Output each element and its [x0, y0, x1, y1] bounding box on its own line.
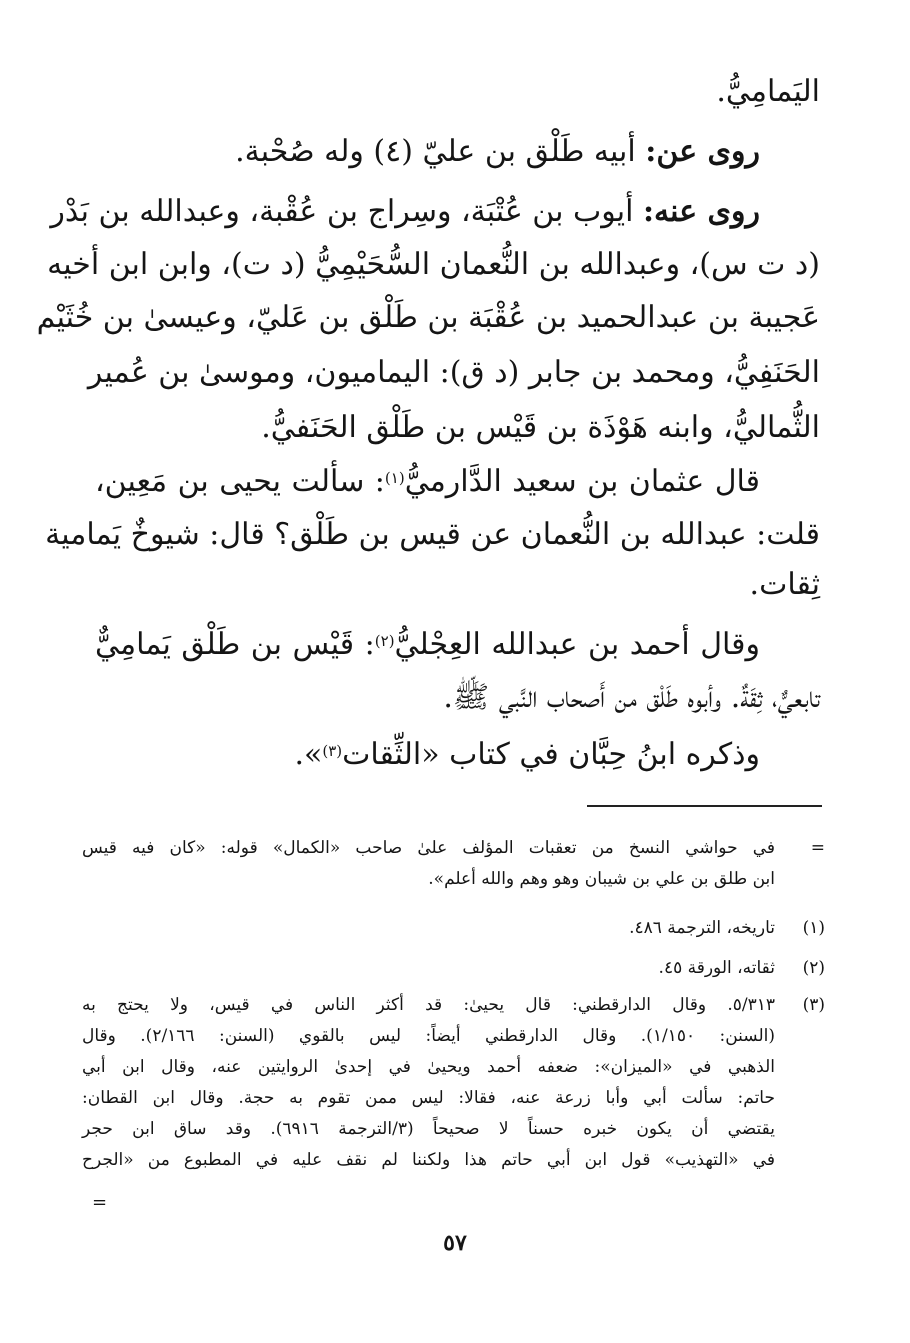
footnote-marker: (١)	[802, 918, 825, 938]
footnote-1	[82, 913, 825, 944]
footnote-ref-3: (٣)	[322, 742, 343, 760]
footnote-line: ثقاته، الورقة ٤٥.	[658, 958, 775, 978]
text-line: تابعيٌّ، ثِقَةٌ. وأبوه طَلْق من أَصحاب النَّبي ﷺ.	[443, 680, 820, 715]
main-line-11	[95, 678, 820, 718]
text-line: عَجيبة بن عبدالحميد بن عُقْبَة بن طَلْق بن عَليّ، وعيسىٰ بن خُثَيْم	[36, 300, 820, 335]
text-line: قلت: عبدالله بن النُّعمان عن قيس بن طَلْق؟ قال: شيوخٌ يَمامية	[45, 517, 820, 552]
main-line-3	[47, 245, 820, 285]
footnote-line: ٥/٣١٣. وقال الدارقطني: قال يحيىٰ: قد أكثر الناس في قيس، ولا يحتج به	[82, 995, 775, 1015]
footnote-marker: (٣)	[802, 995, 825, 1015]
main-line-9	[95, 565, 820, 605]
main-line-2	[50, 192, 760, 232]
narrators-text: أيوب بن عُتْبَة، وسِراج بن عُقْبة، وعبدالله بن بَدْر	[50, 194, 643, 229]
text-line: (د ت س)، وعبدالله بن النُّعمان السُّحَيْمِيُّ (د ت)، وابن ابن أخيه	[47, 247, 820, 282]
main-line-8	[45, 515, 820, 555]
main-line-10	[95, 625, 760, 665]
text-line: الحَنَفِيُّ، ومحمد بن جابر (د ق): اليماميون، وموسىٰ بن عُمير	[87, 355, 820, 390]
text-segment: قال عثمان بن سعيد الدَّارميُّ	[404, 464, 760, 499]
main-line-5	[87, 353, 820, 393]
footnote-line: (السنن: ١/١٥٠). وقال الدارقطني أيضاً: ليس بالقوي (السنن: ٢/١٦٦). وقال	[82, 1026, 775, 1046]
text-segment: : قَيْس بن طَلْق يَمامِيٌّ	[95, 627, 375, 662]
main-line-6	[95, 408, 820, 448]
footnote-line: الذهبي في «الميزان»: ضعفه أحمد ويحيىٰ في إحدىٰ الروايتين عنه، وقال ابن أبي	[82, 1057, 775, 1077]
narrated-from-label: روى عن:	[645, 134, 760, 169]
main-line-7	[95, 462, 760, 502]
footnote-3	[82, 990, 825, 1176]
text-line: الثُّماليُّ، وابنه هَوْذَة بن قَيْس بن طَلْق الحَنَفيُّ.	[261, 410, 820, 445]
footnote-continuation	[82, 833, 825, 895]
footnote-separator	[587, 805, 822, 807]
main-line-0	[95, 72, 820, 112]
continuation-marker-end: =	[92, 1192, 108, 1213]
footnote-marker: (٢)	[802, 958, 825, 978]
main-line-12	[95, 735, 760, 775]
main-line-4	[36, 298, 820, 338]
footnote-ref-2: (٢)	[374, 632, 395, 650]
page-number: ٥٧	[443, 1230, 467, 1256]
text-segment: : سألت يحيى بن مَعِين،	[95, 464, 385, 499]
footnote-line: ابن طلق بن علي بن شيبان وهو وهم والله أعلم».	[428, 869, 775, 889]
footnote-line: في حواشي النسخ من تعقبات المؤلف علىٰ صاحب «الكمال» قوله: «كان فيه قيس	[82, 838, 775, 858]
text-segment: وقال أحمد بن عبدالله العِجْليُّ	[394, 627, 760, 662]
footnote-line: يقتضي أن يكون خبره حسناً لا صحيحاً (٣/الترجمة ٦٩١٦). وقد ساق ابن حجر	[82, 1119, 775, 1139]
text-line: ثِقات.	[749, 567, 820, 602]
narrated-from-text: أبيه طَلْق بن عليّ (٤) وله صُحْبة.	[235, 134, 646, 169]
footnote-line: في «التهذيب» قول ابن أبي حاتم هذا ولكننا لم نقف عليه في المطبوع من «الجرح	[82, 1150, 775, 1170]
narrators-label: روى عنه:	[642, 194, 760, 229]
footnote-2	[82, 953, 825, 984]
footnote-line: تاريخه، الترجمة ٤٨٦.	[629, 918, 775, 938]
main-line-1	[95, 132, 760, 172]
continuation-marker: =	[810, 838, 825, 858]
text-segment: ».	[294, 737, 323, 772]
text-line: اليَمامِيُّ.	[716, 74, 820, 109]
footnote-line: حاتم: سألت أبي وأبا زرعة عنه، فقالا: ليس ممن تقوم به حجة. وقال ابن القطان:	[82, 1088, 775, 1108]
text-segment: وذكره ابنُ حِبَّان في كتاب «الثِّقات	[342, 737, 760, 772]
footnote-ref-1: (١)	[384, 469, 405, 487]
